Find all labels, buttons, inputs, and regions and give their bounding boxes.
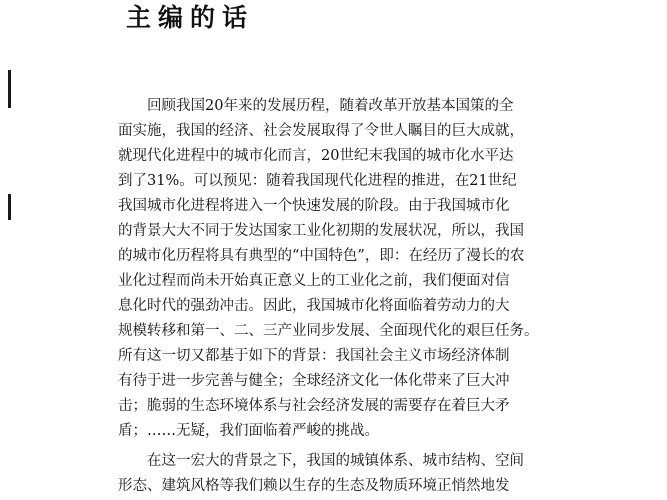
body-line: 在这一宏大的背景之下，我国的城镇体系、城市结构、空间 [118,453,524,469]
body-line: 回顾我国20年来的发展历程，随着改革开放基本国策的全 [118,98,514,114]
body-line: 我国城市化进程将进入一个快速发展的阶段。由于我国城市化 [118,198,510,214]
body-line: 业化过程而尚未开始真正意义上的工业化之前，我们便面对信 [118,273,510,289]
body-line: 的背景大大不同于发达国家工业化初期的发展状况，所以，我国 [118,223,524,239]
body-line: 面实施，我国的经济、社会发展取得了令世人瞩目的巨大成就， [118,123,524,139]
body-line: 的城市化历程将具有典型的“中国特色”，即：在经历了漫长的农 [118,248,525,264]
body-line: 规模转移和第一、二、三产业同步发展、全面现代化的艰巨任务。 [118,323,539,339]
body-line: 息化时代的强劲冲击。因此，我国城市化将面临着劳动力的大 [118,298,510,314]
body-line: 到了31%。可以预见：随着我国现代化进程的推进，在21世纪 [118,173,517,189]
body-line: 击；脆弱的生态环境体系与社会经济发展的需要存在着巨大矛 [118,398,510,414]
body-line: 盾；……无疑，我们面临着严峻的挑战。 [118,423,379,439]
body-line: 就现代化进程中的城市化而言，20世纪末我国的城市化水平达 [118,148,514,164]
body-line: 形态、建筑风格等我们赖以生存的生态及物质环境正悄然地发 [118,478,510,494]
body-line: 有待于进一步完善与健全；全球经济文化一体化带来了巨大冲 [118,373,510,389]
body-line: 所有这一切又都基于如下的背景：我国社会主义市场经济体制 [118,348,510,364]
scan-edge-mark [8,194,11,220]
page-title: 主编的话 [126,3,255,32]
scan-edge-mark [8,70,11,108]
